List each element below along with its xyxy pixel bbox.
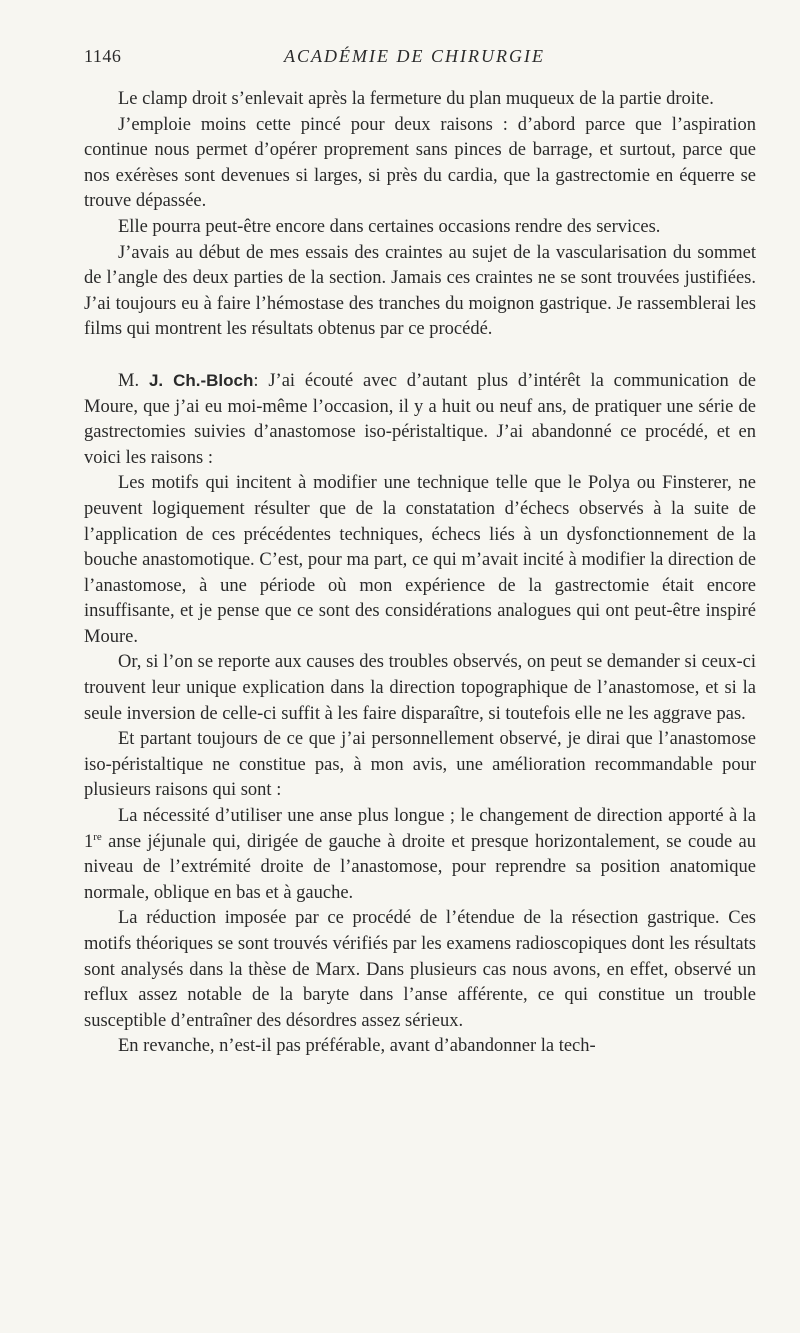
intervention-opening	[84, 368, 756, 471]
page-header	[84, 46, 756, 76]
paragraph: J’emploie moins cette pincé pour deux raisons : d’abord parce que l’aspiration continue nous permet d’opérer proprement sans pinces de barrage, et surtout, parce que nos exérèses sont devenues si larges, si près du cardia, que la gastrectomie en équerre se trouve dépassée.	[84, 114, 756, 212]
reasons-text-end: anse jéjunale qui, dirigée de gauche à droite et presque horizontalement, se coude au niveau de l’extrémité droite de l’anastomose, pour reprendre sa position anatomique normale, oblique en bas et à gauche.	[84, 831, 756, 903]
paragraph: Or, si l’on se reporte aux causes des troubles observés, on peut se demander si ceux-ci trouvent leur unique explication dans la direction topographique de l’anastomose, et si la seule inversion de celle-ci suffit à les faire disparaître, si toutefois elle ne les aggrave pas.	[84, 652, 756, 724]
reasons-paragraph	[84, 804, 756, 906]
paragraph: La réduction imposée par ce procédé de l’étendue de la résection gastrique. Ces motifs théoriques se sont trouvés vérifiés par les examens radioscopiques dont les résultats sont analysés dans la thèse de Marx. Dans plusieurs cas nous avons, en effet, observé un reflux assez notable de la baryte dans l’anse afférente, ce qui constitue un trouble susceptible d’entraîner des désordres assez sérieux.	[84, 908, 756, 1031]
page-number: 1146	[84, 46, 122, 66]
reasons-text-start: La nécessité d’utiliser une anse plus longue ; le changement de direction apporté à la	[118, 806, 756, 827]
ordinal-suffix: re	[93, 830, 102, 843]
speaker-name: J. Ch.-Bloch	[148, 370, 254, 390]
intervention-first-paragraph: J’ai écouté avec d’autant plus d’intérêt la communication de Moure, que j’ai eu moi-même l’occasion, il y a huit ou neuf ans, de pratiquer une série de gastrectomies suivies d’anastomose iso-péristaltique. J’ai abandonné ce procédé, et en voici les raisons :	[84, 370, 757, 468]
speaker-prefix: M.	[118, 370, 149, 391]
paragraph: Et partant toujours de ce que j’ai personnellement observé, je dirai que l’anastomose iso-péristaltique ne constitue pas, à mon avis, une amélioration recommandable pour plusieurs raisons qui sont :	[84, 729, 756, 801]
paragraph: Elle pourra peut-être encore dans certaines occasions rendre des services.	[118, 216, 661, 237]
ordinal-number: 1	[84, 831, 94, 852]
paragraph: En revanche, n’est-il pas préférable, avant d’abandonner la tech-	[118, 1036, 596, 1057]
running-title: ACADÉMIE DE CHIRURGIE	[284, 46, 545, 66]
paragraph: J’avais au début de mes essais des craintes au sujet de la vascularisation du sommet de l’angle des deux parties de la section. Jamais ces craintes ne se sont trouvées justifiées. J’ai toujours eu à faire l’hémostase des tranches du moignon gastrique. Je rassemblerai les films qui montrent les résultats obtenus par ce procédé.	[84, 242, 756, 340]
paragraph: Le clamp droit s’enlevait après la fermeture du plan muqueux de la partie droite.	[118, 89, 714, 109]
article-body	[84, 87, 756, 1060]
speaker-suffix: :	[253, 370, 269, 391]
paragraph: Les motifs qui incitent à modifier une technique telle que le Polya ou Finsterer, ne peuvent logiquement résulter que de la constatation d’échecs observés à la suite de l’application de ces précédentes techniques, échecs liés à un dysfonctionnement de la bouche anastomotique. C’est, pour ma part, ce qui m’avait incité à modifier la direction de l’anastomose, à une période où mon expérience de la gastrectomie était encore insuffisante, et je pense que ce sont des considérations analogues qui ont peut-être inspiré Moure.	[84, 473, 756, 647]
